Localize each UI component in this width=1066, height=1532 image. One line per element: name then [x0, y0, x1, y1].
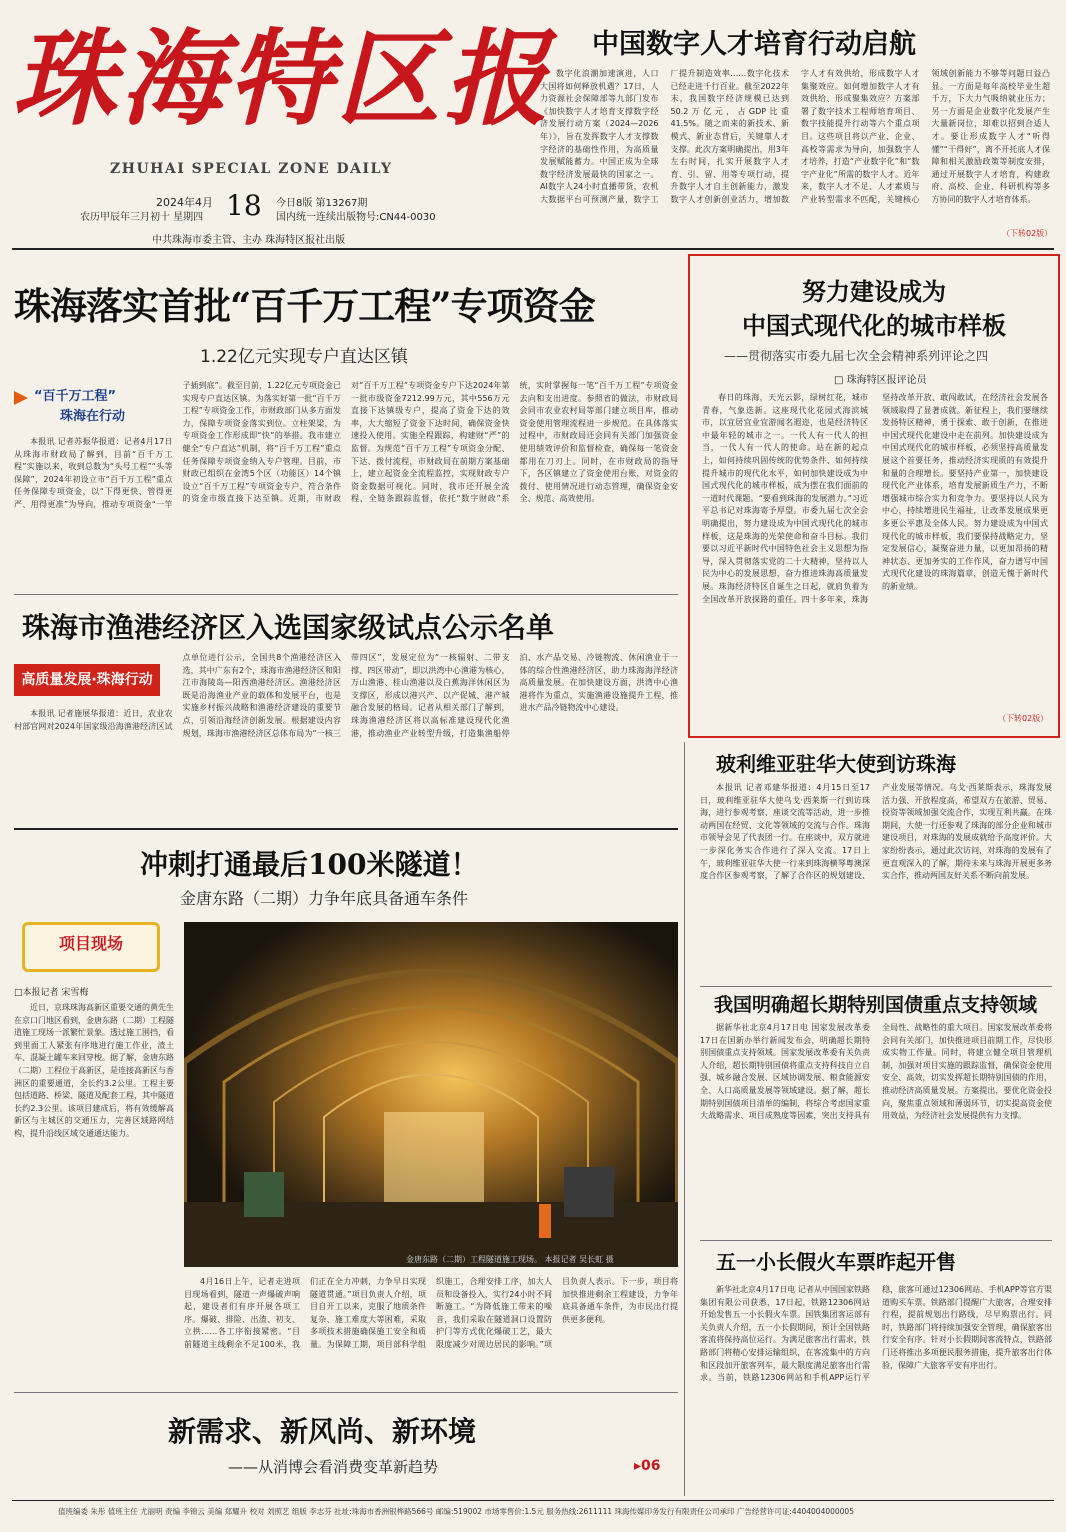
divider-2 [14, 828, 678, 830]
rail-headline[interactable]: 五一小长假火车票昨起开售 [716, 1250, 956, 1274]
logo-chinese: 珠海特区报 [12, 17, 553, 140]
lead-subheadline: 1.22亿元实现专户直达区镇 [200, 347, 408, 367]
commentary-subtitle: ——贯彻落实市委九届七次全会精神系列评论之四 [724, 349, 989, 363]
lead-tag-line1: “百千万工程” [34, 389, 117, 404]
tunnel-illustration [184, 922, 678, 1267]
arrow-right-icon: ▸ [634, 1458, 642, 1474]
date-line: 2024年4月 [156, 196, 213, 209]
bolivia-headline[interactable]: 玻利维亚驻华大使到访珠海 [716, 752, 956, 776]
fishing-headline[interactable]: 珠海市渔港经济区入选国家级试点公示名单 [22, 611, 555, 644]
issn: 国内统一连续出版物号:CN44-0030 [276, 212, 436, 223]
feature-subheadline: 金唐东路（二期）力争年底具备通车条件 [180, 889, 469, 908]
commentary-continued[interactable]: （下转02版） [998, 714, 1049, 723]
rail-body: 新华社北京4月17日电 记者从中国国家铁路集团有限公司获悉，17日起，铁路12306网站开始发售五一小长假火车票。国铁集团客运部有关负责人介绍，五一小长假期间，预计全国铁路客流将保持高位运行。为满足旅客出行需求，铁路部门将精心安排运输组织，在客流集中的方向和区段加开旅客列车，最大限度满足旅客出行需求。当前，铁路12306网站和手机APP运行平稳，旅客可通过12306网站、手机APP等官方渠道购买车票。铁路部门提醒广大旅客，合理安排行程，提前规划出行路线，尽早购票出行。同时，铁路部门将持续加强安全管理，确保旅客出行安全有序。针对小长假期间客流特点，铁路部门还将推出多项便民服务措施，提升旅客出行体验，保障广大旅客平安有序出行。 [700, 1285, 1052, 1383]
commentary-title-line1[interactable]: 努力建设成为 [802, 277, 946, 306]
divider-5 [700, 1240, 1052, 1241]
bolivia-body: 本报讯 记者邓建华报道：4月15日至17日，玻利维亚驻华大使乌戈·西莱斯一行到访珠海，进行参观考察、座谈交流等活动，进一步推动两国在经贸、文化等领域的交流与合作。珠海市领导会见了代表团一行。在座谈中，双方就进一步深化务实合作进行了深入交流。17日上午，玻利维亚驻华大使一行来到珠海横琴粤澳深度合作区参观考察，了解了合作区的规划建设、产业发展等情况。乌戈·西莱斯表示，珠海发展活力强、开放程度高，希望双方在旅游、贸易、投资等领域加强交流合作，实现互利共赢。在珠期间，大使一行还参观了珠海的部分企业和城市建设项目，对珠海的发展成就给予高度评价。大家纷纷表示，通过此次访问，对珠海的发展有了更直观深入的了解，期待未来与珠海开展更多务实合作，推动两国友好关系不断向前发展。 [700, 783, 1052, 881]
lead-body: 本报讯 记者苏振华报道：记者4月17日从珠海市财政局了解到，目前“百千万工程”实施以来，收到总数为“头号工程”“头等保障”，2024年初设立市“百千万工程”重点任务保障专项资金，以“下得更快、管得更严、用得更准”为导向，推动专项资金“一竿子插到底”。截至目前，1.22亿元专项资金已实现专户直达区镇。为落实好第一批“百千万工程”专项资金工作，市财政部门从多方面发力，保障专项资金落实到位。立柱架梁，为专项资金工作形成即“快”的举措。我市建立健全“专户直达”机制，将“百千万工程”重点任务保障专项资金纳入专户管理。目前，市财政已组织在金湾5个区（功能区）14个镇设立“百千万工程”专项资金专户，符合条件的资金市级直接下达至镇。近期，市财政对“百千万工程”专项资金专户下达2024年第一批市级资金7212.99万元，其中556万元直接下达镇级专户，提高了资金下达的效率，大大缩短了资金下达时间，确保资金快速投入使用。实施全程跟踪，构建财“严”的监督。为规范“百千万工程”专项资金分配、下达、拨付流程，市财政局在前期方案基础上，建立起资金全流程监控，实现财政专户资金数据可视化。同时，我市还开展全流程、全链条跟踪监督，依托“数字财政”系统，实时掌握每一笔“百千万工程”专项资金去向和支出进度。参照省的做法，市财政局会同市农业农村局等部门建立项目库，推动资金使用管理流程进一步规范。在具体落实过程中，市财政局还会同有关部门加强资金使用绩效评价和监督检查，确保每一笔资金都用在刀刃上。同时，在市财政局的指导下，各区镇建立了资金使用台账，对资金的拨付、使用情况进行动态管理，确保资金安全、规范、高效使用。 [14, 381, 678, 509]
divider-4 [700, 986, 1052, 987]
commentary-body: 春日的珠海，天光云影，绿树红花，城市青春，气象迭新。这座现代化花园式海滨城市，以宜居宜业宜游闻名遐迩，也是经济特区中最年轻的城市之一。一代人有一代人的担当，一代人有一代人的使命。站在新的起点上，如何持续巩固传统的优势条件、如何持续提升城市的现代化水平，如何加快建设成为中国式现代化的城市样板，成为摆在我们面前的一道时代课题。“要看到珠海的发展潜力。”习近平总书记对珠海寄予厚望。市委九届七次全会明确提出，努力建设成为中国式现代化的城市样板，这是珠海的光荣使命和奋斗目标。我们要以习近平新时代中国特色社会主义思想为指导，深入贯彻落实党的二十大精神，坚持以人民为中心的发展思想，奋力推进珠海高质量发展。珠海经济特区自诞生之日起，就肩负着为全国改革开放探路的重任。四十多年来，珠海坚持改革开放、敢闯敢试，在经济社会发展各领域取得了显著成就。新征程上，我们要继续发扬特区精神，勇于探索、敢于创新，在推进中国式现代化建设中走在前列。加快建设成为中国式现代化的城市样板，必须坚持高质量发展这个首要任务，推动经济实现质的有效提升和量的合理增长。要坚持产业第一，加快建设现代化产业体系，培育发展新质生产力，不断增强城市综合实力和竞争力。要坚持以人民为中心，持续增进民生福祉，让改革发展成果更多更公平惠及全体人民。努力建设成为中国式现代化的城市样板，我们要保持战略定力，坚定发展信心，凝聚奋进力量，以更加昂扬的精神状态、更加务实的工作作风，奋力谱写中国式现代化建设的珠海篇章，创造无愧于新时代的新业绩。 [702, 393, 1048, 604]
fishing-body: 本报讯 记者施展华报道：近日，农业农村部官网对2024年国家级沿海渔港经济区试点单位进行公示，全国共8个渔港经济区入选，其中广东有2个，珠海市渔港经济区和阳江市海陵岛—阳西渔港经济区。渔港经济区既是沿海渔业产业的载体和发展平台，也是实施乡村振兴战略和渔港经济建设的重要节点，引领沿海经济创新发展。根据建设内容规划，珠海市渔港经济区总体布局为“一核三带四区”，发展定位为“一核辐射、二带支撑、四区带动”，即以洪湾中心渔港为核心，万山渔港、桂山渔港以及白蕉海洋休闲区为支撑区，形成以港兴产、以产促城、港产城融合发展的格局。记者从相关部门了解到，珠海渔港经济区将以高标准建设现代化渔港，推动渔业产业转型升级，打造集渔船停泊、水产品交易、冷链物流、休闲渔业于一体的综合性渔港经济区，助力珠海海洋经济高质量发展。在加快建设方面，洪湾中心渔港将作为重点，实施渔港设施提升工程，推进水产品冷链物流中心建设。 [14, 653, 678, 738]
feature-byline: □本报记者 宋雪梅 [14, 988, 89, 998]
teaser-subheadline: ——从消博会看消费变革新趋势 [228, 1458, 439, 1476]
issue-info: 今日8版 第13267期 [276, 198, 368, 209]
commentary-byline: □ 珠海特区报评论员 [834, 375, 927, 386]
column-separator [684, 742, 685, 1496]
footer-rule [12, 1500, 1054, 1501]
lead-tag-line2: 珠海在行动 [60, 409, 126, 424]
project-tag-label: 项目现场 [58, 934, 123, 953]
bond-headline[interactable]: 我国明确超长期特别国债重点支持领域 [714, 994, 1038, 1016]
teaser-page-link[interactable] [634, 1458, 661, 1474]
teaser-page-number: 06 [641, 1458, 661, 1474]
feature-bottom-body: 4月16日上午，记者走进项目现场看到，隧道一声爆破声响起，建设者们有序开展各项工序。爆破、排险、出渣、初支、立拱……各工序衔接紧密。“目前隧道主线剩余不足100米，我们正在全力冲刺，力争早日实现隧道贯通。”项目负责人介绍，项目自开工以来，克服了地质条件复杂、施工难度大等困难，采取多项技术措施确保施工安全和质量。为保障工期，项目部科学组织施工，合理安排工序，加大人员和设备投入，实行24小时不间断施工。“为降低施工带来的噪音，我们采取在隧道洞口设置防护门等方式优化爆破工艺，最大限度减少对周边居民的影响。”项目负责人表示。下一步，项目将加快推进剩余工程建设，力争年底具备通车条件，为市民出行提供更多便利。 [184, 1277, 678, 1349]
lead-headline[interactable]: 珠海落实首批“百千万工程”专项资金 [14, 284, 595, 328]
footer-credits: 值班编委 朱彤 值班主任 尤丽明 责编 李锦云 美编 郑耀升 校对 刘照艺 组版 李志芬 社址:珠海市香洲银桦路566号 邮编:519002 市场零售价:1.5元 服务热线:2611111 珠海传媒印务发行有限责任公司承印 广告经营许可证:4404004000005 [58, 1507, 854, 1516]
tunnel-photo[interactable] [184, 922, 678, 1267]
project-tag [22, 922, 160, 972]
teaser-headline[interactable]: 新需求、新风尚、新环境 [168, 1415, 477, 1448]
day-number: 18 [226, 189, 262, 222]
bond-body: 据新华社北京4月17日电 国家发展改革委17日在国新办举行新闻发布会，明确超长期特别国债重点支持领域。国家发展改革委有关负责人介绍，超长期特别国债将重点支持科技自立自强、城乡融合发展、区域协调发展、粮食能源安全、人口高质量发展等领域建设。据了解，超长期特别国债项目清单的编制，将综合考虑国家重大战略需求、项目成熟度等因素，突出支持具有全局性、战略性的重大项目。国家发展改革委将会同有关部门，加快推进项目前期工作，尽快形成实物工作量。同时，将建立健全项目管理机制，加强对项目实施的跟踪监督，确保资金使用安全、高效，切实发挥超长期特别国债的作用，推动经济高质量发展。方案提出，要优化资金投向，聚焦重点领域和薄弱环节，切实提高资金使用效益，为经济社会发展提供有力支撑。 [700, 1023, 1052, 1121]
photo-caption: 金唐东路（二期）工程隧道施工现场。 本报记者 吴长虹 摄 [406, 1255, 614, 1264]
masthead-rule [12, 248, 1054, 250]
divider-1 [14, 594, 678, 595]
divider-3 [14, 1392, 678, 1393]
feature-left-body: 近日，京珠珠海高新区重要交通的黄先生在京口门地区看到，金唐东路（二期）工程隧道施工现场一派繁忙景象。透过施工围挡，看到里面工人紧张有序地进行施工作业，渣土车、混凝土罐车来回穿梭。据了解，金唐东路（二期）工程位于高新区，是连接高新区与香洲区的重要通道，全长约3.2公里。工程主要包括道路、桥梁、隧道及配套工程，其中隧道长约2.3公里。该项目建成后，将有效缓解高新区与主城区的交通压力，完善区域路网结构，提升沿线区域交通通达能力。 [14, 1003, 174, 1138]
commentary-title-line2[interactable]: 中国式现代化的城市样板 [742, 311, 1006, 340]
top-headline[interactable]: 中国数字人才培育行动启航 [592, 29, 916, 60]
lunar-date: 农历甲辰年三月初十 星期四 [80, 212, 204, 223]
feature-headline[interactable]: 冲刺打通最后100米隧道！ [140, 848, 479, 881]
top-continued[interactable]: （下转02版） [1002, 229, 1053, 238]
fishing-tag: 高质量发展·珠海行动 [14, 664, 160, 696]
logo-english: ZHUHAI SPECIAL ZONE DAILY [110, 161, 393, 177]
logo-masthead [12, 4, 572, 154]
sponsor-line: 中共珠海市委主管、主办 珠海特区报社出版 [152, 235, 346, 246]
top-story-body: 数字化浪潮加速演进，人口大国将如何释放机遇？17日，人力资源社会保障部等九部门发布《加快数字人才培育支撑数字经济发展行动方案（2024—2026年）》，旨在发挥数字人才支撑数字经济的基础性作用，为高质量发展赋能蓄力。中国正成为全球数字经济发展最快的国家之一。AI数字人24小时直播带货，农机大数据平台可预测产量，数字工厂提升制造效率……数字化技术已经走进千行百业。截至2022年末，我国数字经济规模已达到50.2万亿元，占GDP比重41.5%。随之而来的新技术、新模式、新业态背后，关键靠人才支撑。此次方案明确提出，用3年左右时间，扎实开展数字人才育、引、留、用等专项行动，提升数字人才自主创新能力，激发数字人才创新创业活力，增加数字人才有效供给，形成数字人才集聚效应。如何增加数字人才有效供给、形成聚集效应？方案部署了数字技术工程师培育项目、数字技能提升行动等六个重点项目。这些项目将以产业、企业、高校等需求为导向，加强数字人才培养，打造“产业数字化”和“数字产业化”所需的数字人才。近年来，数字人才不足、人才素质与产业转型需求不匹配，关键核心领域创新能力不够等问题日益凸显。一方面是每年高校毕业生超千万，下大力气吸纳就业压力；另一方面是企业数字化发展产生大量新岗位，却难以招到合适人才。要让形成数字人才“听得懂”“干得好”，离不开托底人才保障和相关激励政策等制度安排，通过开展数字人才培育，构建政府、高校、企业、科研机构等多方协同的数字人才培育体系。 [540, 69, 1050, 204]
